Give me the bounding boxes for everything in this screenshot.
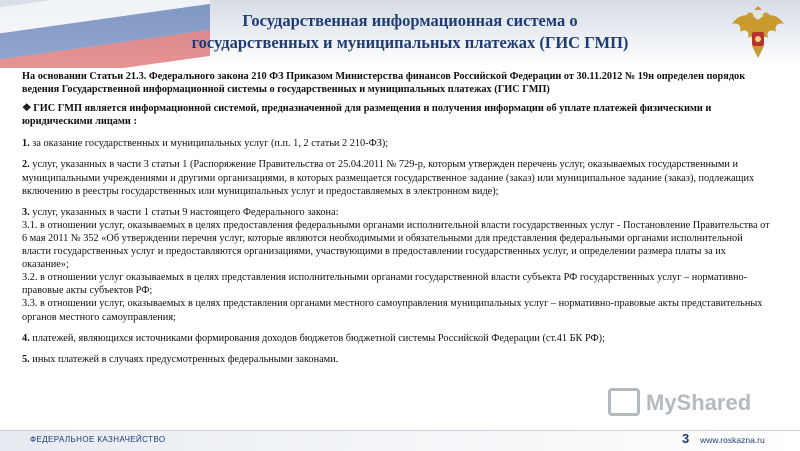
watermark-logo — [608, 388, 751, 416]
footer-website-link[interactable]: www.roskazna.ru — [700, 435, 765, 445]
slide-title — [150, 10, 670, 54]
list-item-text: за оказание государственных и муниципальных услуг (п.п. 1, 2 статьи 2 210-ФЗ); — [29, 138, 389, 150]
list-item-1 — [22, 137, 774, 150]
list-item-number: 4. — [22, 332, 30, 344]
diamond-bullet-icon: ❖ — [22, 103, 32, 115]
sub-item-3-3: 3.3. в отношении услуг, оказываемых в целях представления органами местного самоуправления муниципальных услуг – нормативно-правовые акты представительных органов местного самоуправления; — [22, 298, 763, 323]
bullet-text: ГИС ГМП является информационной системой, предназначенной для размещения и получения информации об уплате платежей физическими и юридическими лицами : — [22, 103, 712, 128]
list-item-text: услуг, указанных в части 1 статьи 9 настоящего Федерального закона: — [29, 206, 339, 218]
slide-body — [22, 70, 774, 374]
double-headed-eagle-emblem-icon — [728, 6, 788, 64]
title-line-1: Государственная информационная система о — [242, 11, 578, 30]
list-item-4 — [22, 332, 774, 345]
list-item-text: иных платежей в случаях предусмотренных федеральными законами. — [29, 353, 339, 365]
list-item-5 — [22, 353, 774, 366]
intro-paragraph: На основании Статьи 21.3. Федерального закона 210 ФЗ Приказом Министерства финансов Российской Федерации от 30.11.2012 № 19н определен порядок ведения Государственной информационной системы о государственных и муниципальных платежах (ГИС ГМП) — [22, 71, 746, 96]
list-item-2 — [22, 158, 774, 197]
footer-organization: ФЕДЕРАЛЬНОЕ КАЗНАЧЕЙСТВО — [30, 435, 166, 444]
sub-item-3-1: 3.1. в отношении услуг, оказываемых в целях предоставления федеральными органами исполнительной власти государственных услуг - Постановление Правительства от 6 мая 2011 № 352 «Об утверждении перечня услуг, которые являются необходимыми и обязательными для представления федеральными органами исполнительной власти государственных услуг и предоставляются организациями, участвующими в предоставлении государственных услуг, и определении размера платы за их оказание»; — [22, 219, 770, 271]
list-item-number: 2. — [22, 159, 30, 171]
list-item-3 — [22, 206, 774, 324]
watermark-text: MyShared — [646, 390, 752, 415]
bullet-paragraph — [22, 102, 774, 128]
list-item-number: 3. — [22, 206, 30, 218]
slide-footer — [0, 430, 800, 451]
title-line-2: государственных и муниципальных платежах (ГИС ГМП) — [191, 33, 629, 52]
sub-item-3-2: 3.2. в отношении услуг оказываемых в целях представления исполнительными органами государственной власти субъекта РФ государственных услуг – нормативно-правовые акты субъектов РФ; — [22, 272, 748, 297]
watermark-tile-icon — [608, 388, 640, 416]
list-item-text: платежей, являющихся источниками формирования доходов бюджетов бюджетной системы Российской Федерации (ст.41 БК РФ); — [29, 332, 605, 344]
list-item-number: 5. — [22, 353, 30, 365]
list-item-text: услуг, указанных в части 3 статьи 1 (Распоряжение Правительства от 25.04.2011 № 729-р, которым утвержден перечень услуг, оказываемых государственными и муниципальными учреждениями и другими организациями, в которых размещается государственное задание (заказ) или муниципальное задание (заказ), подлежащих включению в реестры государственных или муниципальных услуг и предоставляемых в электронном виде); — [22, 159, 755, 197]
list-item-number: 1. — [22, 138, 30, 150]
page-number: 3 — [682, 431, 690, 446]
slide-header — [0, 0, 800, 68]
